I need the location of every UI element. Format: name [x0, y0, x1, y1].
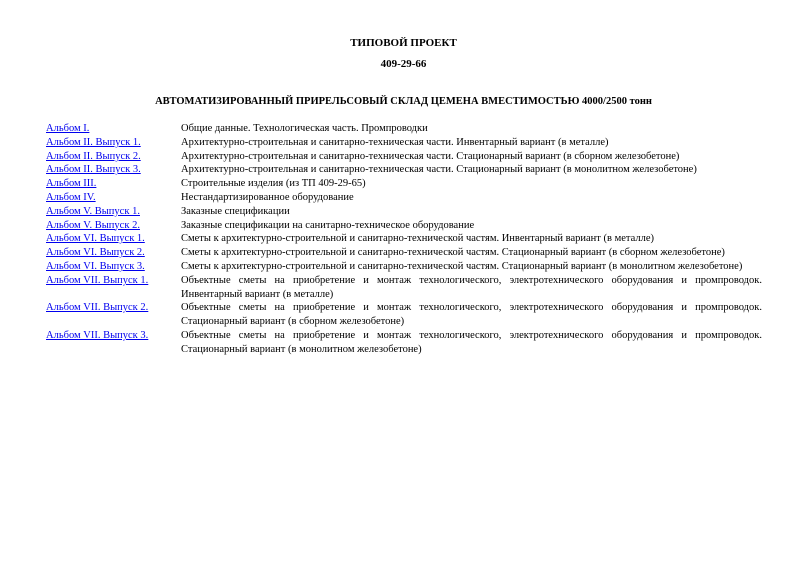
album-row	[46, 274, 762, 302]
album-row	[46, 191, 762, 205]
album-row	[46, 260, 762, 274]
album-description: Общие данные. Технологическая часть. Промпроводки	[181, 123, 428, 134]
album-description: Сметы к архитектурно-строительной и санитарно-технической частям. Инвентарный вариант (в металле)	[181, 233, 654, 245]
album-row	[46, 219, 762, 233]
document-type-label: ТИПОВОЙ ПРОЕКТ	[350, 37, 457, 49]
album-link[interactable]: Альбом VI. Выпуск 2.	[46, 247, 145, 259]
album-row	[46, 136, 762, 150]
album-description: Архитектурно-строительная и санитарно-техническая части. Инвентарный вариант (в металле)	[181, 136, 609, 148]
album-row	[46, 246, 762, 260]
album-link[interactable]: Альбом VI. Выпуск 3.	[46, 260, 145, 272]
album-link[interactable]: Альбом V. Выпуск 2.	[46, 219, 140, 231]
album-row	[46, 177, 762, 191]
album-link[interactable]: Альбом V. Выпуск 1.	[46, 205, 140, 217]
album-row	[46, 163, 762, 177]
document-number: 409-29-66	[380, 58, 427, 70]
album-link[interactable]: Альбом II. Выпуск 1.	[46, 136, 141, 148]
album-description: Заказные спецификации	[181, 205, 290, 217]
document-title: АВТОМАТИЗИРОВАННЫЙ ПРИРЕЛЬСОВЫЙ СКЛАД ЦЕМЕНА ВМЕСТИМОСТЬЮ 4000/2500 тонн	[155, 96, 652, 107]
album-row	[46, 205, 762, 219]
album-list	[46, 122, 762, 357]
album-row	[46, 122, 762, 136]
album-link[interactable]: Альбом IV.	[46, 191, 96, 203]
album-link[interactable]: Альбом III.	[46, 178, 97, 190]
album-description: Объектные сметы на приобретение и монтаж технологического, электротехнического оборудования и промпроводок. Стационарный вариант (в монолитном железобетоне)	[181, 329, 762, 355]
album-link[interactable]: Альбом VII. Выпуск 2.	[46, 302, 149, 314]
album-row	[46, 329, 762, 357]
album-description: Строительные изделия (из ТП 409-29-65)	[181, 178, 366, 190]
album-description: Объектные сметы на приобретение и монтаж технологического, электротехнического оборудования и промпроводок. Инвентарный вариант (в металле)	[181, 274, 762, 300]
album-description: Заказные спецификации на санитарно-техническое оборудование	[181, 219, 475, 231]
album-link[interactable]: Альбом VII. Выпуск 3.	[46, 329, 149, 341]
album-link[interactable]: Альбом I.	[46, 123, 90, 134]
album-row	[46, 150, 762, 164]
album-link[interactable]: Альбом VI. Выпуск 1.	[46, 233, 145, 245]
album-description: Нестандартизированное оборудование	[181, 191, 354, 203]
album-description: Архитектурно-строительная и санитарно-техническая части. Стационарный вариант (в монолитном железобетоне)	[181, 164, 697, 176]
album-row	[46, 232, 762, 246]
album-link[interactable]: Альбом II. Выпуск 2.	[46, 150, 141, 162]
album-description: Сметы к архитектурно-строительной и санитарно-технической частям. Стационарный вариант (в сборном железобетоне)	[181, 247, 725, 259]
album-description: Сметы к архитектурно-строительной и санитарно-технической частям. Стационарный вариант (в монолитном железобетоне)	[181, 260, 743, 272]
album-link[interactable]: Альбом II. Выпуск 3.	[46, 164, 141, 176]
album-description: Объектные сметы на приобретение и монтаж технологического, электротехнического оборудования и промпроводок. Стационарный вариант (в сборном железобетоне)	[181, 302, 762, 328]
album-row	[46, 301, 762, 329]
album-description: Архитектурно-строительная и санитарно-техническая части. Стационарный вариант (в сборном железобетоне)	[181, 150, 680, 162]
album-link[interactable]: Альбом VII. Выпуск 1.	[46, 274, 149, 286]
